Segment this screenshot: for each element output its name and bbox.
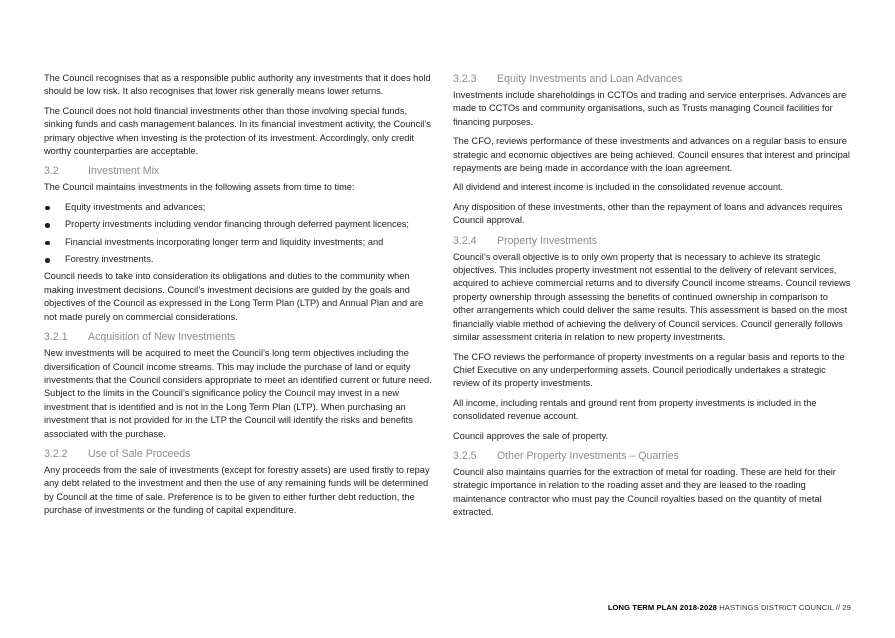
property-paragraph-2: The CFO reviews the performance of property investments on a regular basis and reports to the Chief Executive on any underperforming assets. Council periodically undertakes a strategic review of its property investments. [453,351,845,389]
acquisition-paragraph: New investments will be acquired to meet the Council’s long term objectives including the diversification of Council income streams. This may include the purchase of land or equity investments that the Council considers appropriate to meet an identified current or future need. Subject to the limits in the Council’s significance policy the Council may invest in a new investment that is identified and is not in the Long Term Plan (LTP). When purchasing an investment that is not provided for in the LTP the Council will identify the risks and benefits associated with the purchase. [44,348,432,439]
list-item: Financial investments incorporating longer term and liquidity investments; and [44,236,432,249]
footer-plan-title: LONG TERM PLAN 2018-2028 [607,603,717,612]
equity-paragraph-3: All dividend and interest income is included in the consolidated revenue account. [453,182,784,193]
section-title: Equity Investments and Loan Advances [497,73,683,85]
section-3-2-1-heading [44,330,432,344]
list-item: Property investments including vendor financing through deferred payment licences; [44,218,432,231]
section-title: Acquisition of New Investments [88,331,236,344]
section-3-2-4-heading [453,234,851,248]
section-3-2-2-heading [44,447,432,461]
section-title: Use of Sale Proceeds [88,447,191,460]
investment-mix-intro: The Council maintains investments in the following assets from time to time: [44,182,355,193]
property-paragraph-1: Council’s overall objective is to only own property that is necessary to achieve its strategic objectives. This includes property investment not essential to the delivery of relevant services, acquired to achieve commercial returns and to diversify Council income streams. Council reviews property ownership through assessing the benefits of continued ownership in comparison to other arrangements which could deliver the same results. This assessment is based on the most financially viable method of achieving the delivery of Council services. Council generally follows similar assessment criteria in relation to new property investments. [453,251,851,343]
bullet-icon [45,206,50,211]
investment-mix-list [44,201,432,267]
equity-paragraph-2: The CFO, reviews performance of these investments and advances on a regular basis to ensure strategic and economic objectives are being achieved. Council ensures that interest and principal repayments are being made in accordance with the loan agreement. [453,136,850,174]
section-number: 3.2.5 [453,449,477,462]
section-3-2-3-heading [453,72,851,86]
footer-council-page: HASTINGS DISTRICT COUNCIL // 29 [719,603,851,612]
section-title: Other Property Investments – Quarries [497,449,679,462]
list-item: Equity investments and advances; [44,201,432,214]
section-3-2-5-heading [453,449,851,463]
section-3-2-heading [44,164,432,178]
section-title: Property Investments [497,234,598,247]
section-number: 3.2 [44,165,59,178]
page-footer [608,603,851,612]
equity-paragraph-4: Any disposition of these investments, other than the repayment of loans and advances requires Council approval. [453,201,843,226]
list-item: Forestry investments. [44,253,432,266]
sale-proceeds-paragraph: Any proceeds from the sale of investments (except for forestry assets) are used firstly to repay any debt related to the investment and then the use of any remaining funds will be determined by Council at the time of sale. Preference is to be given to either further debt reduction, the purchase of investments or the funding of capital expenditure. [44,464,430,516]
right-column [453,72,851,526]
intro-paragraph-1: The Council recognises that as a responsible public authority any investments that it does hold should be low risk. It also recognises that lower risk generally means lower returns. [44,73,431,97]
investment-mix-paragraph: Council needs to take into consideration its obligations and duties to the community when making investment decisions. Council’s investment decisions are guided by the goals and objectives of the Council as expressed in the Long Term Plan (LTP) and Annual Plan and are not made purely on commercial considerations. [44,271,424,322]
left-column [44,72,432,524]
quarries-paragraph: Council also maintains quarries for the extraction of metal for roading. These are held for their strategic importance in relation to the roading asset and they are leased to the roading maintenance contractor who must pay the Council royalties based on the quantity of metal extracted. [453,466,836,518]
intro-paragraph-2: The Council does not hold financial investments other than those involving special funds, sinking funds and cash management balances. In its financial investment activity, the Council’s primary objective when investing is the protection of its investment. Accordingly, only credit worthy counterparties are acceptable. [44,105,431,157]
bullet-icon [45,241,50,246]
equity-paragraph-1: Investments include shareholdings in CCTOs and trading and service enterprises. Advances are made to CCTOs and community organisations, such as Trusts managing Council facilities for financing purposes. [453,90,847,127]
section-number: 3.2.4 [453,234,477,247]
section-number: 3.2.3 [453,73,477,85]
property-paragraph-3: All income, including rentals and ground rent from property investments is included in the consolidated revenue account. [453,397,817,422]
section-number: 3.2.2 [44,447,68,460]
property-paragraph-4: Council approves the sale of property. [453,430,609,441]
bullet-icon [45,258,50,263]
section-number: 3.2.1 [44,331,68,344]
bullet-icon [45,223,50,228]
section-title: Investment Mix [88,165,160,178]
